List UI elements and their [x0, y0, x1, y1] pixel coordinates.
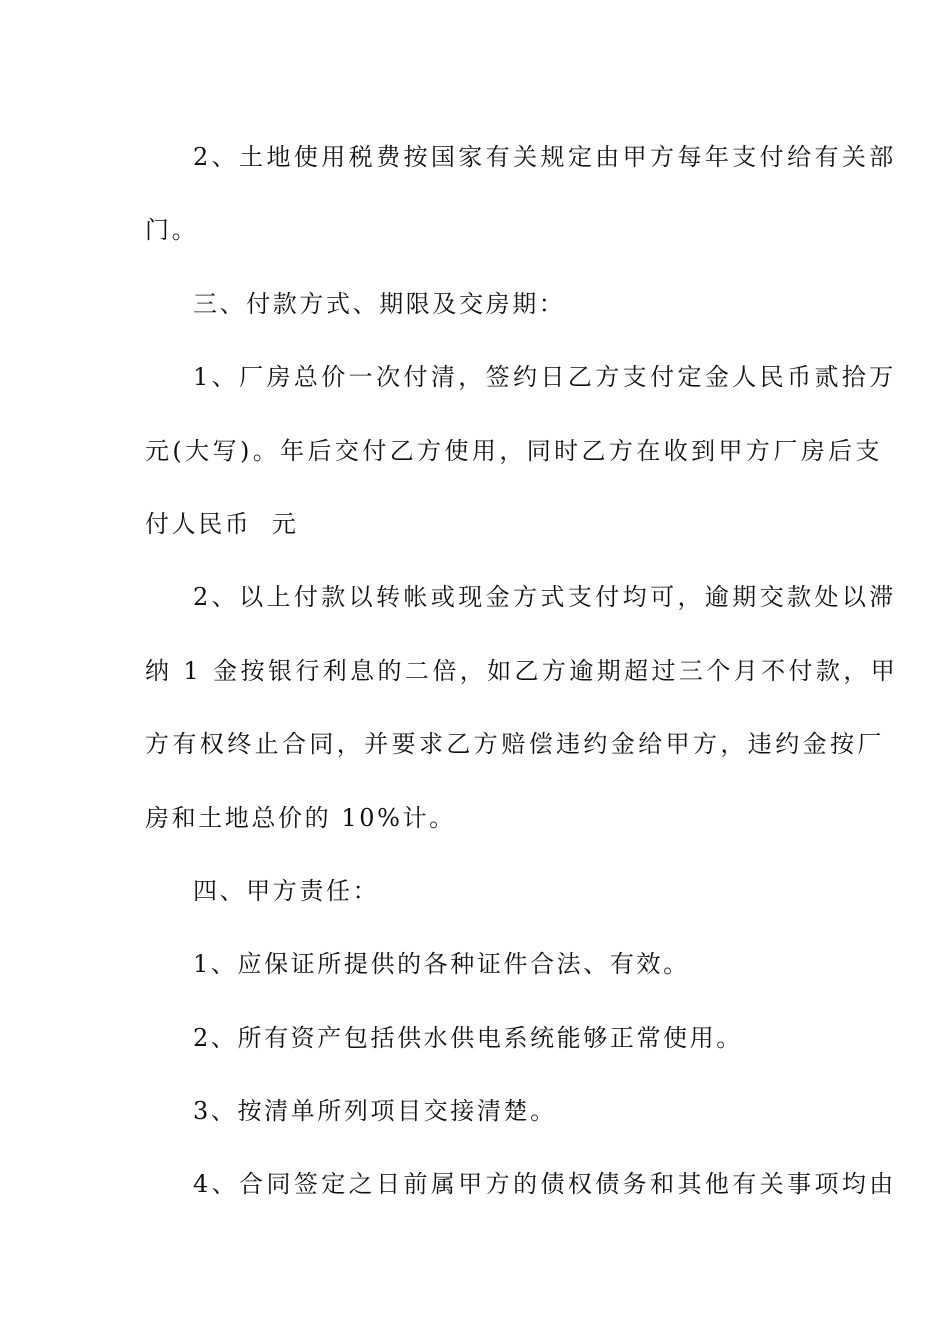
- paragraph-line: 2、土地使用税费按国家有关规定由甲方每年支付给有关部: [193, 143, 897, 171]
- paragraph-line: 2、以上付款以转帐或现金方式支付均可，逾期交款处以滞: [193, 583, 897, 612]
- document-body: [145, 129, 899, 1230]
- paragraph-line: 4、合同签定之日前属甲方的债权债务和其他有关事项均由: [193, 1170, 897, 1199]
- paragraph-line: 3、按清单所列项目交接清楚。: [193, 1097, 557, 1126]
- paragraph-line: 门。: [145, 216, 199, 245]
- paragraph-line: 1、厂房总价一次付清，签约日乙方支付定金人民币贰拾万: [193, 363, 897, 392]
- paragraph-line: 纳 1 金按银行利息的二倍，如乙方逾期超过三个月不付款，甲: [145, 656, 899, 685]
- paragraph-line: 房和土地总价的 10%计。: [145, 803, 456, 832]
- paragraph-line: 1、应保证所提供的各种证件合法、有效。: [193, 950, 690, 979]
- section-heading: 四、甲方责任：: [193, 876, 380, 905]
- paragraph-line: 元(大写)。年后交付乙方使用，同时乙方在收到甲方厂房后支: [145, 436, 883, 465]
- paragraph-line: 方有权终止合同，并要求乙方赔偿违约金给甲方，违约金按厂: [145, 730, 885, 759]
- paragraph-line: 付人民币 元: [145, 509, 299, 538]
- paragraph-line: 2、所有资产包括供水供电系统能够正常使用。: [193, 1023, 743, 1052]
- section-heading: 三、付款方式、期限及交房期：: [193, 289, 566, 318]
